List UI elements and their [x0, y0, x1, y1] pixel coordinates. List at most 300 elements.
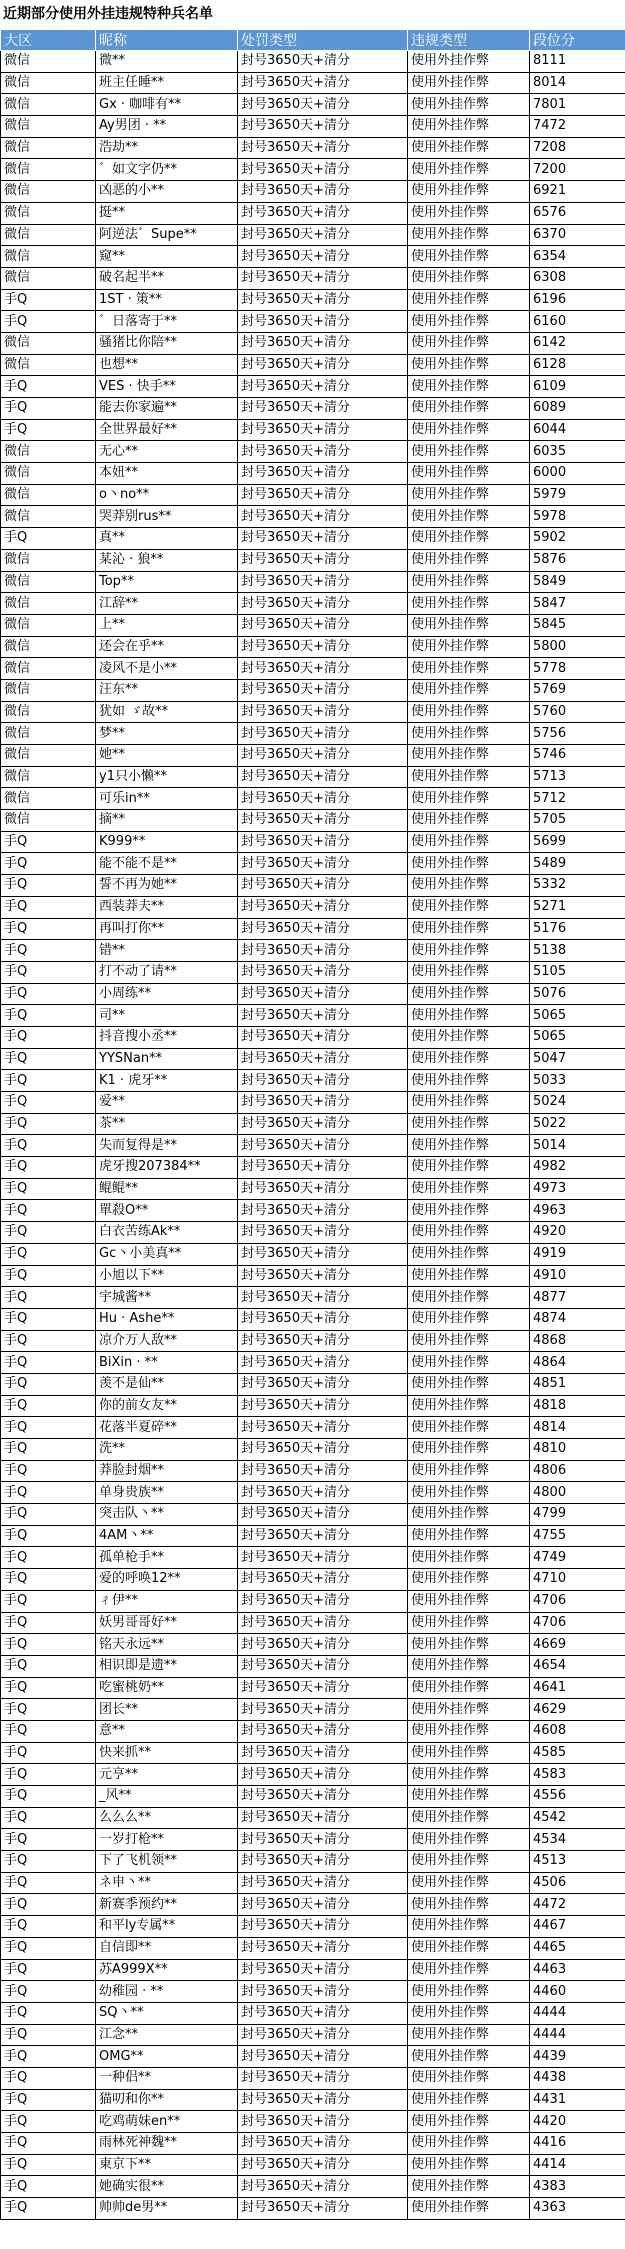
table-row [1, 1699, 625, 1721]
table-row [1, 1113, 625, 1135]
rank-score-cell: 5047 [530, 1048, 625, 1070]
violation-cell: 使用外挂作弊 [408, 896, 530, 918]
nickname-cell: 小周练** [96, 983, 238, 1005]
violation-cell: 使用外挂作弊 [408, 1222, 530, 1244]
violation-cell: 使用外挂作弊 [408, 1547, 530, 1569]
penalty-cell: 封号3650天+清分 [238, 2198, 408, 2220]
penalty-cell: 封号3650天+清分 [238, 2133, 408, 2155]
rank-score-cell: 5756 [530, 723, 625, 745]
rank-score-cell: 6576 [530, 202, 625, 224]
region-cell: 手Q [1, 2046, 96, 2068]
nickname-cell: 你的前女友** [96, 1395, 238, 1417]
nickname-cell: 她确实很** [96, 2176, 238, 2198]
nickname-cell: 她** [96, 745, 238, 767]
nickname-cell: OMG** [96, 2046, 238, 2068]
rank-score-cell: 4444 [530, 2024, 625, 2046]
region-cell: 微信 [1, 571, 96, 593]
region-cell: 手Q [1, 918, 96, 940]
nickname-cell: ゛如文字仍** [96, 159, 238, 181]
table-row [1, 745, 625, 767]
violation-cell: 使用外挂作弊 [408, 332, 530, 354]
table-row [1, 1916, 625, 1938]
penalty-cell: 封号3650天+清分 [238, 1482, 408, 1504]
violation-cell: 使用外挂作弊 [408, 224, 530, 246]
region-cell: 手Q [1, 2198, 96, 2220]
rank-score-cell: 5713 [530, 766, 625, 788]
region-cell: 手Q [1, 1634, 96, 1656]
region-cell: 手Q [1, 1937, 96, 1959]
penalty-cell: 封号3650天+清分 [238, 1829, 408, 1851]
rank-score-cell: 4799 [530, 1504, 625, 1526]
region-cell: 手Q [1, 1243, 96, 1265]
table-row [1, 224, 625, 246]
region-cell: 手Q [1, 1525, 96, 1547]
nickname-cell: 单身贵族** [96, 1482, 238, 1504]
nickname-cell: K1 · 虎牙** [96, 1070, 238, 1092]
penalty-cell: 封号3650天+清分 [238, 1222, 408, 1244]
rank-score-cell: 4920 [530, 1222, 625, 1244]
region-cell: 手Q [1, 1222, 96, 1244]
region-cell: 手Q [1, 2067, 96, 2089]
violation-cell: 使用外挂作弊 [408, 1525, 530, 1547]
penalty-cell: 封号3650天+清分 [238, 1243, 408, 1265]
penalty-cell: 封号3650天+清分 [238, 376, 408, 398]
rank-score-cell: 4864 [530, 1352, 625, 1374]
table-row [1, 1937, 625, 1959]
rank-score-cell: 4800 [530, 1482, 625, 1504]
nickname-cell: 能不能不是** [96, 853, 238, 875]
nickname-cell: 可乐in** [96, 788, 238, 810]
rank-score-cell: 4629 [530, 1699, 625, 1721]
violation-cell: 使用外挂作弊 [408, 1742, 530, 1764]
violation-cell: 使用外挂作弊 [408, 1113, 530, 1135]
nickname-cell: 爱的呼唤12** [96, 1569, 238, 1591]
region-cell: 手Q [1, 2024, 96, 2046]
penalty-cell: 封号3650天+清分 [238, 1742, 408, 1764]
penalty-cell: 封号3650天+清分 [238, 51, 408, 73]
table-row [1, 51, 625, 73]
penalty-cell: 封号3650天+清分 [238, 1504, 408, 1526]
penalty-cell: 封号3650天+清分 [238, 2046, 408, 2068]
nickname-cell: 4AM丶** [96, 1525, 238, 1547]
penalty-cell: 封号3650天+清分 [238, 766, 408, 788]
violation-cell: 使用外挂作弊 [408, 1439, 530, 1461]
penalty-cell: 封号3650天+清分 [238, 853, 408, 875]
penalty-cell: 封号3650天+清分 [238, 679, 408, 701]
nickname-cell: 司** [96, 1005, 238, 1027]
table-row [1, 1851, 625, 1873]
violation-cell: 使用外挂作弊 [408, 311, 530, 333]
region-cell: 手Q [1, 398, 96, 420]
violation-cell: 使用外挂作弊 [408, 246, 530, 268]
region-cell: 手Q [1, 1113, 96, 1135]
nickname-cell: 上** [96, 614, 238, 636]
violation-cell: 使用外挂作弊 [408, 1157, 530, 1179]
nickname-cell: 茶** [96, 1113, 238, 1135]
rank-score-cell: 4383 [530, 2176, 625, 2198]
rank-score-cell: 5699 [530, 831, 625, 853]
rank-score-cell: 4444 [530, 2002, 625, 2024]
penalty-cell: 封号3650天+清分 [238, 940, 408, 962]
penalty-cell: 封号3650天+清分 [238, 1612, 408, 1634]
region-cell: 微信 [1, 463, 96, 485]
violation-cell: 使用外挂作弊 [408, 571, 530, 593]
violation-cell: 使用外挂作弊 [408, 875, 530, 897]
region-cell: 微信 [1, 181, 96, 203]
violation-cell: 使用外挂作弊 [408, 1243, 530, 1265]
rank-score-cell: 5076 [530, 983, 625, 1005]
rank-score-cell: 5760 [530, 701, 625, 723]
table-row [1, 332, 625, 354]
violation-cell: 使用外挂作弊 [408, 701, 530, 723]
region-cell: 手Q [1, 1265, 96, 1287]
region-cell: 手Q [1, 1287, 96, 1309]
region-cell: 手Q [1, 1178, 96, 1200]
nickname-cell: 错** [96, 940, 238, 962]
penalty-cell: 封号3650天+清分 [238, 593, 408, 615]
rank-score-cell: 4706 [530, 1590, 625, 1612]
rank-score-cell: 6370 [530, 224, 625, 246]
penalty-cell: 封号3650天+清分 [238, 1894, 408, 1916]
rank-score-cell: 4556 [530, 1786, 625, 1808]
page-title: 近期部分使用外挂违规特种兵名单 [3, 6, 213, 22]
region-cell: 手Q [1, 1482, 96, 1504]
violation-cell: 使用外挂作弊 [408, 2002, 530, 2024]
table-row [1, 1959, 625, 1981]
nickname-cell: SQ丶** [96, 2002, 238, 2024]
rank-score-cell: 5847 [530, 593, 625, 615]
region-cell: 手Q [1, 1439, 96, 1461]
rank-score-cell: 5845 [530, 614, 625, 636]
penalty-cell: 封号3650天+清分 [238, 1851, 408, 1873]
violation-cell: 使用外挂作弊 [408, 267, 530, 289]
region-cell: 手Q [1, 1764, 96, 1786]
nickname-cell: 帅帅de男** [96, 2198, 238, 2220]
column-header-violation: 违规类型 [408, 30, 530, 51]
penalty-cell: 封号3650天+清分 [238, 723, 408, 745]
penalty-cell: 封号3650天+清分 [238, 1720, 408, 1742]
violation-cell: 使用外挂作弊 [408, 376, 530, 398]
nickname-cell: 打不动了请** [96, 961, 238, 983]
rank-score-cell: 4810 [530, 1439, 625, 1461]
region-cell: 手Q [1, 1547, 96, 1569]
penalty-cell: 封号3650天+清分 [238, 658, 408, 680]
region-cell: 手Q [1, 1070, 96, 1092]
table-row [1, 1482, 625, 1504]
violation-cell: 使用外挂作弊 [408, 463, 530, 485]
table-row [1, 528, 625, 550]
violation-cell: 使用外挂作弊 [408, 940, 530, 962]
nickname-cell: Top** [96, 571, 238, 593]
nickname-cell: 妖男哥哥好** [96, 1612, 238, 1634]
penalty-cell: 封号3650天+清分 [238, 2024, 408, 2046]
penalty-cell: 封号3650天+清分 [238, 289, 408, 311]
violation-cell: 使用外挂作弊 [408, 1612, 530, 1634]
table-row [1, 1504, 625, 1526]
rank-score-cell: 4710 [530, 1569, 625, 1591]
table-row [1, 810, 625, 832]
nickname-cell: 洗** [96, 1439, 238, 1461]
nickname-cell: 骚猪比你陪** [96, 332, 238, 354]
violation-cell: 使用外挂作弊 [408, 983, 530, 1005]
rank-score-cell: 4608 [530, 1720, 625, 1742]
region-cell: 手Q [1, 1677, 96, 1699]
table-row [1, 2046, 625, 2068]
rank-score-cell: 4585 [530, 1742, 625, 1764]
nickname-cell: 能去你家遍** [96, 398, 238, 420]
violation-cell: 使用外挂作弊 [408, 51, 530, 73]
table-row [1, 1742, 625, 1764]
nickname-cell: 自信即** [96, 1937, 238, 1959]
violation-cell: 使用外挂作弊 [408, 658, 530, 680]
region-cell: 手Q [1, 940, 96, 962]
penalty-cell: 封号3650天+清分 [238, 1699, 408, 1721]
violation-cell: 使用外挂作弊 [408, 1308, 530, 1330]
region-cell: 手Q [1, 1417, 96, 1439]
table-row [1, 1460, 625, 1482]
table-row [1, 571, 625, 593]
penalty-cell: 封号3650天+清分 [238, 1764, 408, 1786]
nickname-cell: 哭莽别rus** [96, 506, 238, 528]
region-cell: 微信 [1, 94, 96, 116]
region-cell: 手Q [1, 1026, 96, 1048]
table-row [1, 441, 625, 463]
table-row [1, 2089, 625, 2111]
penalty-cell: 封号3650天+清分 [238, 1417, 408, 1439]
nickname-cell: 東京下** [96, 2154, 238, 2176]
nickname-cell: 小旭以下** [96, 1265, 238, 1287]
rank-score-cell: 6109 [530, 376, 625, 398]
region-cell: 手Q [1, 1157, 96, 1179]
region-cell: 微信 [1, 137, 96, 159]
region-cell: 手Q [1, 896, 96, 918]
violation-cell: 使用外挂作弊 [408, 289, 530, 311]
table-row [1, 2024, 625, 2046]
nickname-cell: 江辞** [96, 593, 238, 615]
violation-cell: 使用外挂作弊 [408, 2133, 530, 2155]
violation-cell: 使用外挂作弊 [408, 1287, 530, 1309]
region-cell: 手Q [1, 2133, 96, 2155]
rank-score-cell: 4472 [530, 1894, 625, 1916]
region-cell: 手Q [1, 1807, 96, 1829]
violation-cell: 使用外挂作弊 [408, 1872, 530, 1894]
nickname-cell: 孤单枪手** [96, 1547, 238, 1569]
penalty-cell: 封号3650天+清分 [238, 116, 408, 138]
penalty-cell: 封号3650天+清分 [238, 875, 408, 897]
region-cell: 手Q [1, 1308, 96, 1330]
penalty-cell: 封号3650天+清分 [238, 181, 408, 203]
table-row [1, 137, 625, 159]
penalty-cell: 封号3650天+清分 [238, 1569, 408, 1591]
penalty-cell: 封号3650天+清分 [238, 2176, 408, 2198]
violation-cell: 使用外挂作弊 [408, 549, 530, 571]
table-row [1, 1157, 625, 1179]
rank-score-cell: 7801 [530, 94, 625, 116]
region-cell: 手Q [1, 1959, 96, 1981]
table-row [1, 1872, 625, 1894]
table-row [1, 2067, 625, 2089]
penalty-cell: 封号3650天+清分 [238, 1373, 408, 1395]
nickname-cell: 微** [96, 51, 238, 73]
region-cell: 手Q [1, 1699, 96, 1721]
region-cell: 微信 [1, 745, 96, 767]
region-cell: 手Q [1, 1786, 96, 1808]
penalty-cell: 封号3650天+清分 [238, 311, 408, 333]
penalty-cell: 封号3650天+清分 [238, 549, 408, 571]
table-row [1, 723, 625, 745]
nickname-cell: 羡不是仙** [96, 1373, 238, 1395]
table-row [1, 1222, 625, 1244]
nickname-cell: 某沁 · 狼** [96, 549, 238, 571]
region-cell: 手Q [1, 1135, 96, 1157]
table-row [1, 1894, 625, 1916]
table-row [1, 593, 625, 615]
rank-score-cell: 5014 [530, 1135, 625, 1157]
violation-cell: 使用外挂作弊 [408, 116, 530, 138]
nickname-cell: 白衣苦练Ak** [96, 1222, 238, 1244]
table-row [1, 398, 625, 420]
rank-score-cell: 5979 [530, 484, 625, 506]
violation-cell: 使用外挂作弊 [408, 1092, 530, 1114]
table-row [1, 1981, 625, 2003]
table-row [1, 2133, 625, 2155]
nickname-cell: 花落半夏碎** [96, 1417, 238, 1439]
rank-score-cell: 7208 [530, 137, 625, 159]
region-cell: 手Q [1, 2111, 96, 2133]
penalty-cell: 封号3650天+清分 [238, 72, 408, 94]
region-cell: 微信 [1, 723, 96, 745]
penalty-cell: 封号3650天+清分 [238, 896, 408, 918]
penalty-cell: 封号3650天+清分 [238, 1070, 408, 1092]
penalty-cell: 封号3650天+清分 [238, 745, 408, 767]
region-cell: 微信 [1, 484, 96, 506]
penalty-cell: 封号3650天+清分 [238, 571, 408, 593]
table-row [1, 1786, 625, 1808]
region-cell: 手Q [1, 311, 96, 333]
region-cell: 手Q [1, 1981, 96, 2003]
region-cell: 手Q [1, 1569, 96, 1591]
penalty-cell: 封号3650天+清分 [238, 528, 408, 550]
region-cell: 微信 [1, 766, 96, 788]
nickname-cell: 本妞** [96, 463, 238, 485]
region-cell: 微信 [1, 593, 96, 615]
table-row [1, 419, 625, 441]
rank-score-cell: 5705 [530, 810, 625, 832]
nickname-cell: 犹如 ゞ故** [96, 701, 238, 723]
violation-cell: 使用外挂作弊 [408, 1786, 530, 1808]
violation-cell: 使用外挂作弊 [408, 1699, 530, 1721]
rank-score-cell: 6044 [530, 419, 625, 441]
region-cell: 微信 [1, 202, 96, 224]
region-cell: 手Q [1, 376, 96, 398]
violation-cell: 使用外挂作弊 [408, 723, 530, 745]
region-cell: 手Q [1, 1092, 96, 1114]
violation-cell: 使用外挂作弊 [408, 441, 530, 463]
rank-score-cell: 8111 [530, 51, 625, 73]
rank-score-cell: 4910 [530, 1265, 625, 1287]
table-row [1, 267, 625, 289]
violation-cell: 使用外挂作弊 [408, 1482, 530, 1504]
penalty-cell: 封号3650天+清分 [238, 1092, 408, 1114]
region-cell: 微信 [1, 810, 96, 832]
rank-score-cell: 6921 [530, 181, 625, 203]
rank-score-cell: 4467 [530, 1916, 625, 1938]
violation-cell: 使用外挂作弊 [408, 398, 530, 420]
table-row [1, 1634, 625, 1656]
violation-cell: 使用外挂作弊 [408, 2111, 530, 2133]
penalty-cell: 封号3650天+清分 [238, 1113, 408, 1135]
penalty-cell: 封号3650天+清分 [238, 2154, 408, 2176]
nickname-cell: 班主任睡** [96, 72, 238, 94]
table-row [1, 1720, 625, 1742]
region-cell: 手Q [1, 1590, 96, 1612]
penalty-cell: 封号3650天+清分 [238, 2002, 408, 2024]
violation-cell: 使用外挂作弊 [408, 1590, 530, 1612]
nickname-cell: 1ST · 策** [96, 289, 238, 311]
table-row [1, 1677, 625, 1699]
penalty-cell: 封号3650天+清分 [238, 419, 408, 441]
rank-score-cell: 5033 [530, 1070, 625, 1092]
rank-score-cell: 5332 [530, 875, 625, 897]
penalty-cell: 封号3650天+清分 [238, 1395, 408, 1417]
table-row [1, 1525, 625, 1547]
region-cell: 微信 [1, 788, 96, 810]
table-row [1, 1178, 625, 1200]
nickname-cell: 凶恶的小** [96, 181, 238, 203]
rank-score-cell: 5769 [530, 679, 625, 701]
nickname-cell: 再叫打你** [96, 918, 238, 940]
nickname-cell: 凉介万人敌** [96, 1330, 238, 1352]
rank-score-cell: 4877 [530, 1287, 625, 1309]
rank-score-cell: 6000 [530, 463, 625, 485]
nickname-cell: 团长** [96, 1699, 238, 1721]
table-row [1, 1590, 625, 1612]
table-row [1, 484, 625, 506]
rank-score-cell: 5778 [530, 658, 625, 680]
rank-score-cell: 4919 [530, 1243, 625, 1265]
nickname-cell: Gx · 咖啡有** [96, 94, 238, 116]
nickname-cell: 和平ly专属** [96, 1916, 238, 1938]
violation-cell: 使用外挂作弊 [408, 419, 530, 441]
table-row [1, 2154, 625, 2176]
violation-cell: 使用外挂作弊 [408, 679, 530, 701]
violation-cell: 使用外挂作弊 [408, 1026, 530, 1048]
nickname-cell: 无心** [96, 441, 238, 463]
table-row [1, 1439, 625, 1461]
violation-cell: 使用外挂作弊 [408, 831, 530, 853]
violation-cell: 使用外挂作弊 [408, 159, 530, 181]
violation-cell: 使用外挂作弊 [408, 2176, 530, 2198]
region-cell: 手Q [1, 2154, 96, 2176]
nickname-cell: 挺** [96, 202, 238, 224]
rank-score-cell: 4465 [530, 1937, 625, 1959]
nickname-cell: ゛日落寄于** [96, 311, 238, 333]
violation-cell: 使用外挂作弊 [408, 94, 530, 116]
violation-cell: 使用外挂作弊 [408, 961, 530, 983]
penalty-cell: 封号3650天+清分 [238, 463, 408, 485]
violation-cell: 使用外挂作弊 [408, 1005, 530, 1027]
rank-score-cell: 5065 [530, 1005, 625, 1027]
penalty-cell: 封号3650天+清分 [238, 94, 408, 116]
region-cell: 微信 [1, 224, 96, 246]
penalty-cell: 封号3650天+清分 [238, 1655, 408, 1677]
rank-score-cell: 4874 [530, 1308, 625, 1330]
penalty-cell: 封号3650天+清分 [238, 918, 408, 940]
penalty-cell: 封号3650天+清分 [238, 1460, 408, 1482]
region-cell: 手Q [1, 853, 96, 875]
region-cell: 微信 [1, 354, 96, 376]
region-cell: 微信 [1, 159, 96, 181]
